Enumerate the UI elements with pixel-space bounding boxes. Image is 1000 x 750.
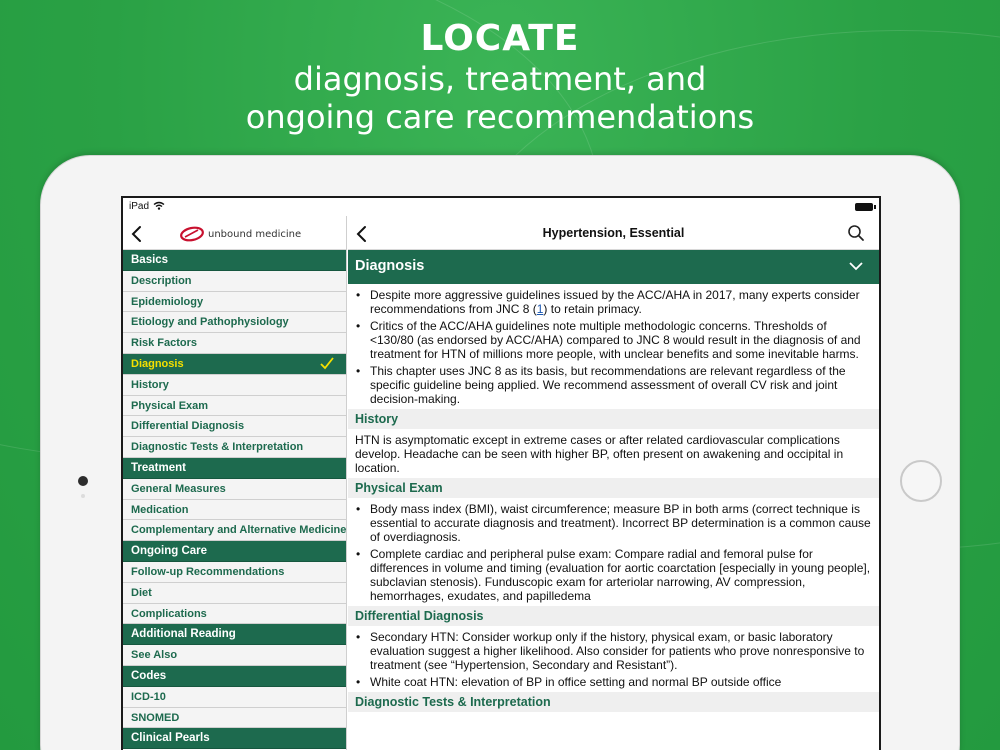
sidebar-item-complementary-and-alternative-medicine[interactable] <box>123 520 346 541</box>
sidebar-item-see-also[interactable] <box>123 645 346 666</box>
camera-icon <box>78 476 88 486</box>
sidebar-item-medication[interactable] <box>123 500 346 521</box>
sidebar-item-label: Diagnosis <box>131 357 184 370</box>
sidebar-item-follow-up-recommendations[interactable] <box>123 562 346 583</box>
main-panel <box>348 216 879 750</box>
history-paragraph: HTN is asymptomatic except in extreme cases or after related cardiovascular complications develop. Headache can be seen with higher BP, often present on awakening and occipital in location. <box>355 433 844 475</box>
sidebar-item-label: Codes <box>131 669 167 682</box>
list-item: • This chapter uses JNC 8 as its basis, but recommendations are relevant regardless of the specific guideline being applied. We recommend assessment of overall CV risk and joint decision-making. <box>355 364 871 406</box>
sidebar-item-snomed[interactable] <box>123 708 346 729</box>
search-icon[interactable] <box>847 224 865 242</box>
sidebar-item-history[interactable] <box>123 375 346 396</box>
ipad-frame <box>40 155 960 750</box>
home-button[interactable] <box>900 460 942 502</box>
list-item: • Secondary HTN: Consider workup only if the history, physical exam, or basic laboratory evaluation suggest a higher likelihood. Also consider for patients who prove nonresponsive to treatment (see “Hypertension, Secondary and Resistant”). <box>355 630 871 672</box>
sidebar-item-label: ICD-10 <box>131 690 166 703</box>
back-chevron-icon[interactable] <box>129 224 145 244</box>
sidebar-item-label: General Measures <box>131 482 226 495</box>
list-item <box>355 288 871 316</box>
subheading-diagnostic-tests: Diagnostic Tests & Interpretation <box>348 692 879 712</box>
sidebar-item-etiology-and-pathophysiology[interactable] <box>123 312 346 333</box>
sidebar-item-label: Medication <box>131 503 189 516</box>
sidebar-item-physical-exam[interactable] <box>123 396 346 417</box>
diagnosis-bullets <box>355 288 871 406</box>
sidebar-item-risk-factors[interactable] <box>123 333 346 354</box>
section-title: Diagnosis <box>355 258 425 274</box>
logo-text: unbound medicine <box>208 228 302 240</box>
sidebar-item-diet[interactable] <box>123 583 346 604</box>
main-header <box>348 216 879 250</box>
sidebar-item-label: Complications <box>131 607 207 620</box>
sidebar-section-treatment[interactable] <box>123 458 346 479</box>
sidebar-section-ongoing-care[interactable] <box>123 541 346 562</box>
sidebar-item-label: Differential Diagnosis <box>131 420 245 433</box>
sidebar-item-label: Diagnostic Tests & Interpretation <box>131 441 304 454</box>
sidebar-item-epidemiology[interactable] <box>123 292 346 313</box>
sidebar-item-complications[interactable] <box>123 604 346 625</box>
sidebar-section-basics[interactable] <box>123 250 346 271</box>
article-content <box>348 284 879 712</box>
differential-bullets <box>355 630 871 689</box>
status-bar <box>123 198 879 216</box>
sidebar-item-label: See Also <box>131 649 178 662</box>
physical-exam-bullets <box>355 502 871 603</box>
device-screen <box>121 196 881 750</box>
promo-subline-2: ongoing care recommendations <box>245 98 755 136</box>
reference-link[interactable]: 1 <box>536 302 544 316</box>
sidebar-item-label: Additional Reading <box>131 628 236 641</box>
list-item: • Critics of the ACC/AHA guidelines note multiple methodologic concerns. Thresholds of <130/80 (as endorsed by ACC/AHA) compared to JNC 8 would result in the diagnosis of and treatment for HTN of millions more people, with unclear benefits and some inevitable harms. <box>355 319 871 361</box>
sensor-dot <box>81 494 85 498</box>
sidebar-item-diagnostic-tests-and-interpretation[interactable] <box>123 437 346 458</box>
bullet-text: ) to retain primacy. <box>543 302 642 316</box>
battery-icon <box>855 203 873 211</box>
sidebar-item-general-measures[interactable] <box>123 479 346 500</box>
sidebar-item-label: Follow-up Recommendations <box>131 565 285 578</box>
sidebar-item-differential-diagnosis[interactable] <box>123 416 346 437</box>
promo-headline: LOCATE <box>420 18 580 59</box>
sidebar-section-codes[interactable] <box>123 666 346 687</box>
sidebar-item-label: Diet <box>131 586 152 599</box>
chevron-down-icon[interactable] <box>849 262 863 271</box>
checkmark-icon <box>320 357 334 370</box>
bullet-text: Despite more aggressive guidelines issued by the ACC/AHA in 2017, many experts consider recommendations from JNC 8 ( <box>370 288 860 316</box>
sidebar <box>123 216 347 750</box>
sidebar-item-diagnosis[interactable] <box>123 354 346 375</box>
sidebar-item-label: Complementary and Alternative Medicine <box>131 524 347 537</box>
wifi-icon <box>153 201 165 210</box>
sidebar-item-label: Basics <box>131 254 169 266</box>
subheading-history: History <box>348 409 879 429</box>
sidebar-header <box>123 216 346 250</box>
sidebar-item-icd-10[interactable] <box>123 687 346 708</box>
section-header-diagnosis[interactable] <box>348 250 879 284</box>
list-item: • Complete cardiac and peripheral pulse exam: Compare radial and femoral pulse for differences in volume and timing (evaluation for aortic coarctation [especially in young people], subclavian stenosis). Funduscopic exam for arteriolar narrowing, AV compression, hemorrhages, exudates, and papilledema <box>355 547 871 603</box>
sidebar-item-label: SNOMED <box>131 711 180 724</box>
sidebar-section-clinical-pearls[interactable] <box>123 728 346 749</box>
subheading-differential-diagnosis: Differential Diagnosis <box>348 606 879 626</box>
list-item: • White coat HTN: elevation of BP in office setting and normal BP outside office <box>355 675 871 689</box>
sidebar-item-label: Etiology and Pathophysiology <box>131 316 289 329</box>
subheading-physical-exam: Physical Exam <box>348 478 879 498</box>
sidebar-item-label: Ongoing Care <box>131 545 208 558</box>
list-item: • Body mass index (BMI), waist circumference; measure BP in both arms (correct technique is essential to accurate diagnosis and treatment). Incorrect BP determination is a common cause of overdiagnosis. <box>355 502 871 544</box>
promo-subline-1: diagnosis, treatment, and <box>293 60 707 98</box>
sidebar-item-description[interactable] <box>123 271 346 292</box>
sidebar-item-label: Risk Factors <box>131 337 198 350</box>
sidebar-item-label: Description <box>131 274 192 287</box>
sidebar-item-label: Epidemiology <box>131 295 204 308</box>
promo-banner <box>0 18 1000 136</box>
sidebar-item-label: History <box>131 378 169 391</box>
sidebar-nav-list <box>123 250 346 749</box>
unbound-medicine-logo <box>179 225 301 243</box>
sidebar-item-label: Clinical Pearls <box>131 732 210 745</box>
sidebar-item-label: Physical Exam <box>131 399 209 412</box>
sidebar-item-label: Treatment <box>131 461 186 474</box>
page-title: Hypertension, Essential <box>542 226 685 240</box>
logo-swoosh-icon <box>179 226 205 242</box>
carrier-label: iPad <box>129 201 150 212</box>
sidebar-section-additional-reading[interactable] <box>123 624 346 645</box>
